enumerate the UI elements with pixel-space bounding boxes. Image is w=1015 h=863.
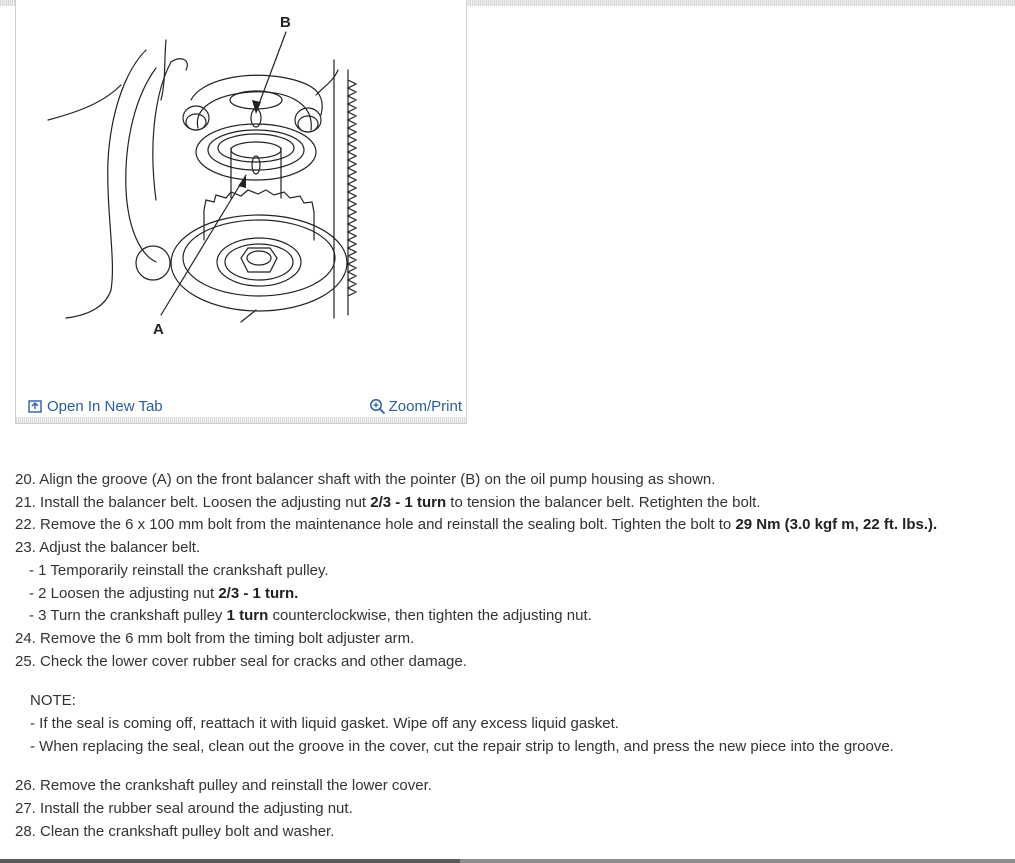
note-item: - If the seal is coming off, reattach it with liquid gasket. Wipe off any excess liquid gasket. (30, 715, 619, 733)
step-27: 27. Install the rubber seal around the adjusting nut. (15, 800, 353, 818)
note-title: NOTE: (30, 692, 76, 710)
step-26: 26. Remove the crankshaft pulley and reinstall the lower cover. (15, 777, 432, 795)
step-23: 23. Adjust the balancer belt. (15, 539, 201, 557)
step-25: 25. Check the lower cover rubber seal for cracks and other damage. (15, 652, 467, 670)
zoom-print-link[interactable] (369, 398, 462, 415)
open-new-tab-icon (28, 400, 42, 413)
bottom-edge (0, 859, 1015, 863)
substep-1: - 1 Temporarily reinstall the crankshaft pulley. (29, 561, 329, 579)
substep-2: - 2 Loosen the adjusting nut 2/3 - 1 turn. (29, 584, 299, 602)
open-in-new-tab-label: Open In New Tab (47, 398, 163, 415)
label-b: B (280, 14, 291, 31)
step-21: 21. Install the balancer belt. Loosen the adjusting nut 2/3 - 1 turn to tension the balancer belt. Retighten the bolt. (15, 493, 761, 511)
note-item: - When replacing the seal, clean out the groove in the cover, cut the repair strip to length, and press the new piece into the groove. (30, 737, 894, 755)
procedure-steps (15, 469, 1005, 844)
note-block (15, 690, 1005, 758)
substep-3: - 3 Turn the crankshaft pulley 1 turn counterclockwise, then tighten the adjusting nut. (29, 607, 592, 625)
step-28: 28. Clean the crankshaft pulley bolt and washer. (15, 822, 335, 840)
step-22: 22. Remove the 6 x 100 mm bolt from the maintenance hole and reinstall the sealing bolt. Tighten the bolt to 29 Nm (3.0 kgf m, 22 ft. lbs.). (15, 516, 938, 534)
step-20: 20. Align the groove (A) on the front balancer shaft with the pointer (B) on the oil pump housing as shown. (15, 471, 716, 488)
label-a: A (153, 321, 164, 338)
zoom-icon (369, 398, 386, 415)
figure-panel (15, 0, 467, 424)
open-in-new-tab-link[interactable] (28, 398, 163, 415)
step-24: 24. Remove the 6 mm bolt from the timing bolt adjuster arm. (15, 629, 415, 647)
zoom-print-label: Zoom/Print (388, 398, 462, 415)
balancer-shaft-illustration (16, 0, 468, 390)
figure-bottom-dither (16, 417, 466, 423)
